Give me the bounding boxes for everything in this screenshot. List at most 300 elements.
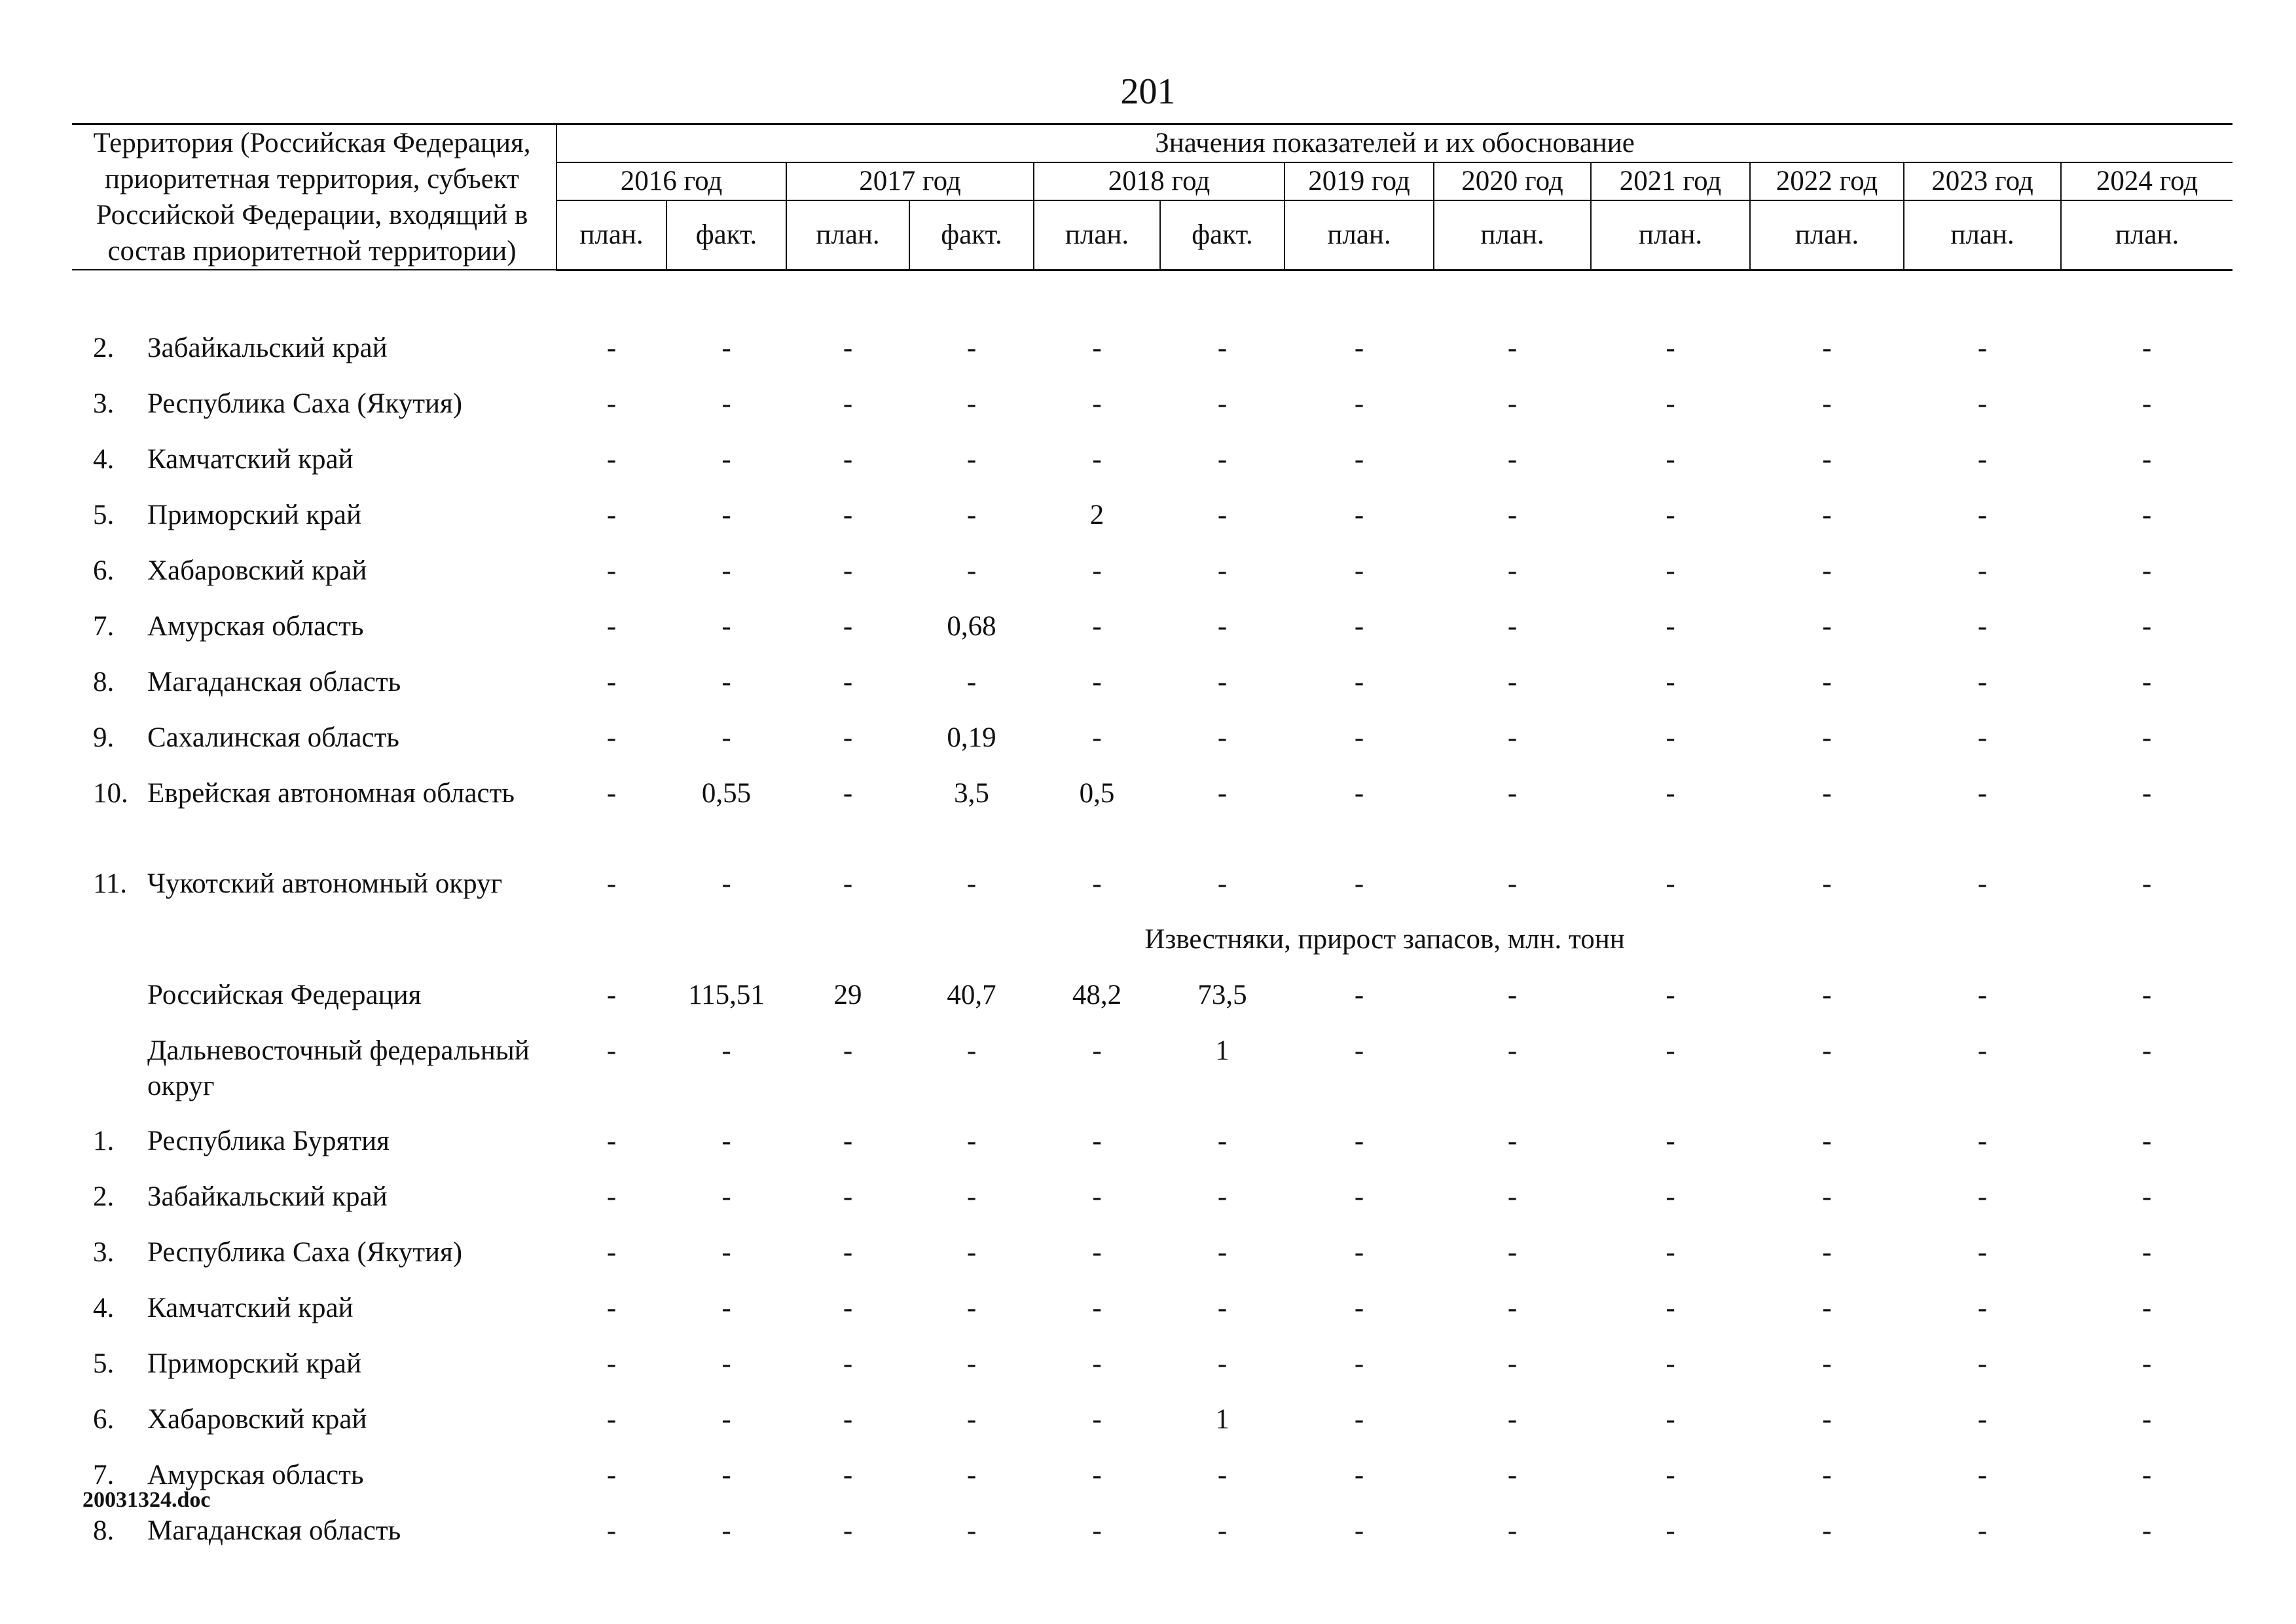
value-cell: - bbox=[1354, 1125, 1364, 1156]
value-cell: - bbox=[2141, 499, 2152, 530]
value-cell: - bbox=[1822, 666, 1832, 697]
value-cell: - bbox=[843, 666, 853, 697]
value-cell: - bbox=[1666, 1236, 1675, 1268]
year-header: 2016 год bbox=[556, 162, 786, 200]
row-number: 3. bbox=[93, 388, 115, 419]
value-cell: - bbox=[1217, 1236, 1228, 1268]
value-cell: - bbox=[1507, 388, 1518, 419]
plan-fact-header: план. bbox=[1904, 200, 2061, 270]
value-cell: - bbox=[1092, 1125, 1102, 1156]
territory-name: Хабаровский край bbox=[147, 555, 367, 586]
value-cell: - bbox=[966, 1292, 977, 1323]
value-cell: - bbox=[1977, 1125, 1988, 1156]
value-cell: - bbox=[2141, 332, 2152, 363]
value-cell: - bbox=[1092, 1181, 1102, 1212]
value-cell: - bbox=[1354, 443, 1364, 475]
value-cell: - bbox=[1822, 1403, 1832, 1435]
value-cell: - bbox=[1354, 1181, 1364, 1212]
value-cell: - bbox=[721, 332, 731, 363]
row-number: 5. bbox=[93, 1348, 115, 1379]
value-cell: - bbox=[1666, 777, 1675, 809]
table-row bbox=[72, 494, 2232, 549]
value-cell: - bbox=[1666, 443, 1675, 475]
value-cell: - bbox=[1217, 1125, 1228, 1156]
value-cell: - bbox=[1507, 666, 1518, 697]
table-row bbox=[72, 716, 2232, 772]
value-cell: - bbox=[2141, 1035, 2152, 1066]
table-body bbox=[72, 270, 2232, 1565]
value-cell: - bbox=[1977, 1035, 1988, 1066]
value-cell: 1 bbox=[1215, 1035, 1230, 1066]
value-cell: - bbox=[606, 777, 617, 809]
table-row bbox=[72, 1231, 2232, 1287]
value-cell: - bbox=[843, 1236, 853, 1268]
value-cell: - bbox=[966, 555, 977, 586]
value-cell: - bbox=[606, 1236, 617, 1268]
value-cell: 0,5 bbox=[1079, 777, 1115, 809]
table-row bbox=[72, 327, 2232, 382]
value-cell: - bbox=[1822, 499, 1832, 530]
value-cell: - bbox=[1507, 722, 1518, 753]
value-cell: - bbox=[2141, 666, 2152, 697]
value-cell: - bbox=[1217, 722, 1228, 753]
row-number: 4. bbox=[93, 443, 115, 475]
value-cell: - bbox=[2141, 1515, 2152, 1546]
value-cell: - bbox=[1666, 499, 1675, 530]
value-cell: - bbox=[1666, 1348, 1675, 1379]
value-cell: - bbox=[1822, 1236, 1832, 1268]
value-cell: - bbox=[966, 868, 977, 899]
value-cell: - bbox=[1507, 610, 1518, 642]
value-cell: - bbox=[843, 610, 853, 642]
table-row bbox=[72, 1454, 2232, 1509]
plan-fact-header: план. bbox=[786, 200, 909, 270]
row-number: 2. bbox=[93, 1181, 115, 1212]
value-cell: - bbox=[1666, 1035, 1675, 1066]
value-cell: - bbox=[966, 1236, 977, 1268]
plan-fact-header: план. bbox=[1434, 200, 1591, 270]
value-cell: - bbox=[1507, 979, 1518, 1010]
territory-name: Приморский край bbox=[147, 1348, 362, 1379]
value-cell: - bbox=[721, 443, 731, 475]
value-cell: - bbox=[1354, 388, 1364, 419]
value-cell: - bbox=[606, 610, 617, 642]
table-row bbox=[72, 605, 2232, 661]
value-cell: - bbox=[606, 332, 617, 363]
value-cell: - bbox=[1507, 868, 1518, 899]
value-cell: - bbox=[606, 868, 617, 899]
value-cell: - bbox=[1977, 1515, 1988, 1546]
value-cell: - bbox=[1354, 666, 1364, 697]
value-cell: - bbox=[1977, 777, 1988, 809]
value-cell: - bbox=[966, 388, 977, 419]
value-cell: - bbox=[1354, 1515, 1364, 1546]
value-cell: - bbox=[1666, 666, 1675, 697]
value-cell: - bbox=[1507, 1515, 1518, 1546]
value-cell: - bbox=[1666, 868, 1675, 899]
row-number bbox=[72, 1029, 147, 1120]
value-cell: - bbox=[1354, 722, 1364, 753]
territory-name: Сахалинская область bbox=[147, 722, 399, 753]
value-cell: - bbox=[1092, 1236, 1102, 1268]
value-cell: - bbox=[843, 1403, 853, 1435]
value-cell: - bbox=[1354, 1403, 1364, 1435]
value-cell: 29 bbox=[833, 979, 862, 1010]
value-cell: - bbox=[721, 666, 731, 697]
value-cell: - bbox=[721, 1035, 731, 1066]
table-row bbox=[72, 862, 2232, 918]
value-cell: - bbox=[1092, 610, 1102, 642]
value-cell: - bbox=[2141, 555, 2152, 586]
plan-fact-header: факт. bbox=[1160, 200, 1285, 270]
value-cell: - bbox=[606, 555, 617, 586]
value-cell: - bbox=[2141, 1181, 2152, 1212]
value-cell: - bbox=[1822, 610, 1832, 642]
value-cell: - bbox=[843, 722, 853, 753]
value-cell: - bbox=[843, 1292, 853, 1323]
header-row-1 bbox=[72, 124, 2232, 162]
value-cell: - bbox=[1217, 868, 1228, 899]
row-number: 10. bbox=[93, 777, 128, 809]
year-header: 2020 год bbox=[1434, 162, 1591, 200]
value-cell: - bbox=[1354, 555, 1364, 586]
document-filename: 20031324.doc bbox=[82, 1488, 211, 1512]
value-cell: - bbox=[966, 1348, 977, 1379]
year-header: 2019 год bbox=[1285, 162, 1434, 200]
plan-fact-header: план. bbox=[1034, 200, 1160, 270]
plan-fact-header: план. bbox=[1591, 200, 1750, 270]
value-cell: - bbox=[966, 443, 977, 475]
value-cell: - bbox=[1666, 1515, 1675, 1546]
value-cell: - bbox=[721, 1515, 731, 1546]
value-cell: - bbox=[1822, 555, 1832, 586]
value-cell: - bbox=[843, 1348, 853, 1379]
value-cell: - bbox=[1092, 388, 1102, 419]
row-number: 5. bbox=[93, 499, 115, 530]
value-cell: - bbox=[966, 332, 977, 363]
value-cell: - bbox=[721, 1125, 731, 1156]
value-cell: - bbox=[1977, 666, 1988, 697]
spacer-row bbox=[72, 270, 2232, 327]
value-cell: - bbox=[1822, 1035, 1832, 1066]
territory-name: Республика Саха (Якутия) bbox=[147, 388, 463, 419]
value-cell: - bbox=[1977, 868, 1988, 899]
value-cell: - bbox=[1217, 666, 1228, 697]
row-number: 8. bbox=[93, 1515, 115, 1546]
row-number: 4. bbox=[93, 1292, 115, 1323]
value-cell: - bbox=[1666, 1292, 1675, 1323]
value-cell: - bbox=[721, 1236, 731, 1268]
value-cell: - bbox=[1507, 555, 1518, 586]
value-cell: - bbox=[721, 388, 731, 419]
value-cell: - bbox=[1977, 499, 1988, 530]
value-cell: - bbox=[1354, 332, 1364, 363]
row-number: 7. bbox=[93, 610, 115, 642]
row-number: 1. bbox=[93, 1125, 115, 1156]
value-cell: - bbox=[966, 1515, 977, 1546]
territory-name: Амурская область bbox=[147, 610, 364, 642]
value-cell: - bbox=[966, 499, 977, 530]
plan-fact-header: план. bbox=[556, 200, 666, 270]
value-cell: - bbox=[1217, 1181, 1228, 1212]
value-cell: - bbox=[606, 1035, 617, 1066]
value-cell: - bbox=[1977, 1181, 1988, 1212]
value-cell: - bbox=[1977, 722, 1988, 753]
value-cell: - bbox=[1507, 1236, 1518, 1268]
plan-fact-header: план. bbox=[1285, 200, 1434, 270]
table-row bbox=[72, 1287, 2232, 1342]
row-number: 8. bbox=[93, 666, 115, 697]
table-row bbox=[72, 1509, 2232, 1565]
value-cell: - bbox=[1092, 1515, 1102, 1546]
row-number: 2. bbox=[93, 332, 115, 363]
value-cell: 1 bbox=[1215, 1403, 1230, 1435]
value-cell: - bbox=[1507, 1035, 1518, 1066]
year-header: 2024 год bbox=[2061, 162, 2232, 200]
value-cell: - bbox=[721, 722, 731, 753]
value-cell: - bbox=[843, 332, 853, 363]
value-cell: - bbox=[1092, 1292, 1102, 1323]
year-header: 2017 год bbox=[786, 162, 1034, 200]
value-cell: - bbox=[721, 555, 731, 586]
value-cell: - bbox=[1092, 1035, 1102, 1066]
value-cell: - bbox=[1822, 1125, 1832, 1156]
value-cell: - bbox=[1092, 1459, 1102, 1490]
value-cell: - bbox=[606, 1459, 617, 1490]
territory-name: Республика Бурятия bbox=[147, 1125, 390, 1156]
territory-name: Чукотский автономный округ bbox=[147, 868, 503, 899]
value-cell: - bbox=[1666, 979, 1675, 1010]
value-cell: - bbox=[2141, 610, 2152, 642]
value-cell: 0,55 bbox=[701, 777, 752, 809]
value-cell: - bbox=[1354, 868, 1364, 899]
value-cell: - bbox=[1217, 443, 1228, 475]
value-cell: - bbox=[1092, 555, 1102, 586]
value-cell: - bbox=[1217, 610, 1228, 642]
value-cell: - bbox=[606, 499, 617, 530]
table-row bbox=[72, 1120, 2232, 1175]
value-cell: - bbox=[721, 610, 731, 642]
value-cell: - bbox=[606, 1403, 617, 1435]
table-row bbox=[72, 1029, 2232, 1120]
value-cell: - bbox=[2141, 1348, 2152, 1379]
value-cell: - bbox=[606, 443, 617, 475]
value-cell: - bbox=[1217, 388, 1228, 419]
value-cell: - bbox=[1822, 1292, 1832, 1323]
value-cell: - bbox=[721, 1181, 731, 1212]
value-cell: - bbox=[966, 1125, 977, 1156]
value-cell: - bbox=[1354, 1035, 1364, 1066]
value-cell: - bbox=[843, 868, 853, 899]
value-cell: - bbox=[2141, 868, 2152, 899]
territory-name: Магаданская область bbox=[147, 1515, 401, 1546]
value-cell: - bbox=[843, 1459, 853, 1490]
table-row bbox=[72, 1342, 2232, 1398]
value-cell: - bbox=[1507, 1459, 1518, 1490]
value-cell: - bbox=[1822, 443, 1832, 475]
value-cell: - bbox=[2141, 1403, 2152, 1435]
value-cell: - bbox=[1822, 1348, 1832, 1379]
territory-name: Дальневосточный федеральный округ bbox=[147, 1035, 530, 1101]
value-cell: 115,51 bbox=[688, 979, 765, 1010]
table-row bbox=[72, 974, 2232, 1029]
value-cell: - bbox=[606, 1515, 617, 1546]
row-number: 3. bbox=[93, 1236, 115, 1268]
value-cell: - bbox=[1666, 1459, 1675, 1490]
row-number: 7. bbox=[93, 1459, 115, 1490]
section-title: Известняки, прирост запасов, млн. тонн bbox=[1144, 923, 1625, 955]
territory-name: Еврейская автономная область bbox=[147, 777, 515, 809]
table-row bbox=[72, 382, 2232, 438]
plan-fact-header: факт. bbox=[666, 200, 786, 270]
value-cell: - bbox=[966, 1459, 977, 1490]
territory-column-header: Территория (Российская Федерация, приоритетная территория, субъект Российской Федерации, входящий в состав приоритетной территории) bbox=[72, 124, 556, 270]
value-cell: - bbox=[1666, 722, 1675, 753]
value-cell: - bbox=[1822, 388, 1832, 419]
value-cell: - bbox=[721, 1459, 731, 1490]
value-cell: - bbox=[966, 1403, 977, 1435]
value-cell: - bbox=[1354, 979, 1364, 1010]
value-cell: - bbox=[2141, 443, 2152, 475]
territory-name: Забайкальский край bbox=[147, 1181, 388, 1212]
value-cell: - bbox=[1354, 1292, 1364, 1323]
value-cell: 0,68 bbox=[947, 610, 996, 642]
value-cell: - bbox=[843, 1035, 853, 1066]
value-cell: 48,2 bbox=[1072, 979, 1122, 1010]
value-cell: - bbox=[843, 443, 853, 475]
table-row bbox=[72, 661, 2232, 716]
value-cell: - bbox=[1977, 443, 1988, 475]
value-cell: - bbox=[606, 1348, 617, 1379]
row-number: 11. bbox=[93, 868, 128, 899]
value-cell: - bbox=[1822, 1515, 1832, 1546]
indicator-table bbox=[72, 123, 2232, 1565]
value-cell: - bbox=[1822, 1459, 1832, 1490]
value-cell: - bbox=[843, 388, 853, 419]
year-header: 2023 год bbox=[1904, 162, 2061, 200]
value-cell: - bbox=[721, 1403, 731, 1435]
value-cell: - bbox=[1217, 1515, 1228, 1546]
value-cell: - bbox=[843, 555, 853, 586]
value-cell: - bbox=[1666, 610, 1675, 642]
value-cell: - bbox=[843, 1125, 853, 1156]
value-cell: - bbox=[606, 1181, 617, 1212]
year-header: 2018 год bbox=[1034, 162, 1285, 200]
value-cell: - bbox=[1354, 610, 1364, 642]
value-cell: - bbox=[1507, 443, 1518, 475]
table-row bbox=[72, 1398, 2232, 1454]
row-number: 9. bbox=[93, 722, 115, 753]
value-cell: - bbox=[2141, 979, 2152, 1010]
value-cell: - bbox=[1217, 1348, 1228, 1379]
value-cell: - bbox=[1217, 777, 1228, 809]
value-cell: - bbox=[606, 979, 617, 1010]
value-cell: - bbox=[1217, 332, 1228, 363]
value-cell: - bbox=[1822, 777, 1832, 809]
value-cell: - bbox=[1822, 332, 1832, 363]
value-cell: - bbox=[1977, 1403, 1988, 1435]
value-cell: - bbox=[2141, 1236, 2152, 1268]
value-cell: - bbox=[843, 499, 853, 530]
value-cell: - bbox=[966, 1035, 977, 1066]
value-cell: - bbox=[1822, 722, 1832, 753]
row-number: 6. bbox=[93, 1403, 115, 1435]
value-cell: - bbox=[1977, 1236, 1988, 1268]
value-cell: 2 bbox=[1089, 499, 1104, 530]
value-cell: - bbox=[1354, 1348, 1364, 1379]
value-cell: - bbox=[1354, 1236, 1364, 1268]
value-cell: - bbox=[2141, 1459, 2152, 1490]
value-cell: - bbox=[1507, 1181, 1518, 1212]
value-cell: - bbox=[606, 666, 617, 697]
value-cell: - bbox=[1354, 499, 1364, 530]
value-cell: - bbox=[1977, 1348, 1988, 1379]
value-cell: - bbox=[721, 1292, 731, 1323]
value-cell: - bbox=[966, 666, 977, 697]
value-cell: - bbox=[2141, 1125, 2152, 1156]
value-cell: 0,19 bbox=[947, 722, 996, 753]
value-cell: - bbox=[1354, 1459, 1364, 1490]
value-cell: - bbox=[606, 722, 617, 753]
table-row bbox=[72, 772, 2232, 862]
value-cell: - bbox=[1217, 1292, 1228, 1323]
value-cell: - bbox=[1507, 1403, 1518, 1435]
value-cell: - bbox=[843, 1515, 853, 1546]
section-row bbox=[72, 918, 2232, 974]
territory-name: Магаданская область bbox=[147, 666, 401, 697]
value-cell: - bbox=[1977, 1292, 1988, 1323]
value-cell: - bbox=[1666, 332, 1675, 363]
table-row bbox=[72, 549, 2232, 605]
territory-name: Республика Саха (Якутия) bbox=[147, 1236, 463, 1268]
row-number: 6. bbox=[93, 555, 115, 586]
value-cell: 73,5 bbox=[1197, 979, 1247, 1010]
territory-name: Приморский край bbox=[147, 499, 362, 530]
row-number bbox=[72, 974, 147, 1029]
year-header: 2022 год bbox=[1750, 162, 1904, 200]
value-cell: - bbox=[1092, 443, 1102, 475]
value-cell: - bbox=[1822, 979, 1832, 1010]
value-cell: - bbox=[1507, 332, 1518, 363]
value-cell: - bbox=[843, 1181, 853, 1212]
value-cell: - bbox=[721, 1348, 731, 1379]
value-cell: - bbox=[1354, 777, 1364, 809]
value-cell: - bbox=[1507, 777, 1518, 809]
value-cell: - bbox=[1666, 1403, 1675, 1435]
value-cell: - bbox=[1217, 1459, 1228, 1490]
value-cell: - bbox=[1666, 388, 1675, 419]
plan-fact-header: план. bbox=[1750, 200, 1904, 270]
territory-name: Хабаровский край bbox=[147, 1403, 367, 1435]
value-cell: - bbox=[1666, 555, 1675, 586]
value-cell: - bbox=[1977, 332, 1988, 363]
value-cell: - bbox=[1507, 1348, 1518, 1379]
value-cell: 3,5 bbox=[954, 777, 989, 809]
value-cell: - bbox=[1666, 1181, 1675, 1212]
value-cell: - bbox=[721, 868, 731, 899]
value-cell: - bbox=[606, 1292, 617, 1323]
value-cell: - bbox=[1092, 332, 1102, 363]
value-cell: - bbox=[1092, 868, 1102, 899]
page-number: 201 bbox=[1120, 71, 1176, 112]
value-cell: - bbox=[1092, 1403, 1102, 1435]
value-cell: - bbox=[1977, 555, 1988, 586]
values-title-header: Значения показателей и их обоснование bbox=[556, 124, 2232, 162]
year-header: 2021 год bbox=[1591, 162, 1750, 200]
value-cell: - bbox=[1092, 666, 1102, 697]
value-cell: - bbox=[2141, 388, 2152, 419]
value-cell: - bbox=[1822, 1181, 1832, 1212]
